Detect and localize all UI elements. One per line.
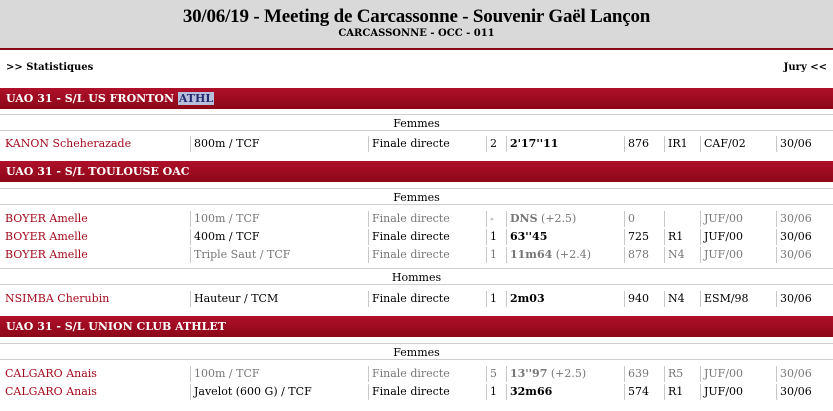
- athlete-link[interactable]: BOYER Amelle: [5, 230, 88, 243]
- category-cell: ESM/98: [700, 291, 776, 307]
- performance-cell: [506, 211, 624, 227]
- event-cell: Triple Saut / TCF: [190, 247, 368, 263]
- performance-value: 2'17''11: [510, 137, 559, 150]
- date-cell: 30/06: [776, 229, 833, 245]
- club-name: UAO 31 - S/L US FRONTON: [6, 92, 178, 105]
- performance-cell: [506, 247, 624, 263]
- date-cell: 30/06: [776, 366, 833, 382]
- round-cell: Finale directe: [368, 366, 486, 382]
- section-label: Femmes: [0, 114, 833, 131]
- club-header: [0, 161, 833, 182]
- category-cell: JUF/00: [700, 211, 776, 227]
- jury-link[interactable]: Jury <<: [783, 62, 827, 73]
- level-cell: R5: [664, 366, 700, 382]
- round-cell: Finale directe: [368, 229, 486, 245]
- points-cell: 940: [624, 291, 664, 307]
- category-cell: CAF/02: [700, 136, 776, 152]
- level-cell: IR1: [664, 136, 700, 152]
- performance-cell: [506, 136, 624, 152]
- level-cell: N4: [664, 291, 700, 307]
- section-label: Hommes: [0, 268, 833, 285]
- athlete-link[interactable]: BOYER Amelle: [5, 248, 88, 261]
- club-name-highlight: ATHL: [178, 92, 214, 105]
- place-cell: 1: [486, 384, 506, 400]
- points-cell: 878: [624, 247, 664, 263]
- points-cell: 725: [624, 229, 664, 245]
- place-cell: 1: [486, 247, 506, 263]
- round-cell: Finale directe: [368, 384, 486, 400]
- performance-cell: [506, 384, 624, 400]
- performance-value: 32m66: [510, 385, 553, 398]
- athlete-link[interactable]: KANON Scheherazade: [5, 137, 132, 150]
- place-cell: 1: [486, 291, 506, 307]
- points-cell: 574: [624, 384, 664, 400]
- level-cell: R1: [664, 384, 700, 400]
- round-cell: Finale directe: [368, 136, 486, 152]
- event-cell: 400m / TCF: [190, 229, 368, 245]
- club-header: [0, 88, 833, 109]
- meeting-location: CARCASSONNE - OCC - 011: [338, 28, 495, 39]
- result-row: [0, 210, 833, 228]
- points-cell: 0: [624, 211, 664, 227]
- result-row: [0, 290, 833, 308]
- place-cell: 5: [486, 366, 506, 382]
- athlete-link[interactable]: NSIMBA Cherubin: [5, 292, 110, 305]
- meeting-header: [0, 0, 833, 50]
- section-label: Femmes: [0, 343, 833, 360]
- event-cell: 800m / TCF: [190, 136, 368, 152]
- performance-cell: [506, 229, 624, 245]
- club-header: [0, 316, 833, 337]
- date-cell: 30/06: [776, 136, 833, 152]
- result-row: [0, 365, 833, 383]
- event-cell: 100m / TCF: [190, 366, 368, 382]
- statistiques-link[interactable]: >> Statistiques: [6, 62, 94, 73]
- club-name: UAO 31 - S/L TOULOUSE OAC: [6, 165, 190, 178]
- wind-value: (+2.5): [541, 212, 577, 225]
- category-cell: JUF/00: [700, 247, 776, 263]
- points-cell: 639: [624, 366, 664, 382]
- meeting-title: 30/06/19 - Meeting de Carcassonne - Souvenir Gaël Lançon: [182, 6, 651, 27]
- round-cell: Finale directe: [368, 211, 486, 227]
- performance-value: DNS: [510, 212, 538, 225]
- athlete-link[interactable]: CALGARO Anais: [5, 385, 97, 398]
- result-row: [0, 246, 833, 264]
- performance-cell: [506, 291, 624, 307]
- place-cell: -: [486, 211, 506, 227]
- result-row: [0, 383, 833, 401]
- round-cell: Finale directe: [368, 247, 486, 263]
- event-cell: 100m / TCF: [190, 211, 368, 227]
- performance-cell: [506, 366, 624, 382]
- date-cell: 30/06: [776, 247, 833, 263]
- athlete-link[interactable]: BOYER Amelle: [5, 212, 88, 225]
- result-row: [0, 135, 833, 153]
- date-cell: 30/06: [776, 291, 833, 307]
- level-cell: R1: [664, 229, 700, 245]
- wind-value: (+2.4): [555, 248, 592, 261]
- round-cell: Finale directe: [368, 291, 486, 307]
- result-row: [0, 228, 833, 246]
- level-cell: N4: [664, 247, 700, 263]
- date-cell: 30/06: [776, 211, 833, 227]
- category-cell: JUF/00: [700, 366, 776, 382]
- level-cell: [664, 211, 700, 227]
- category-cell: JUF/00: [700, 229, 776, 245]
- points-cell: 876: [624, 136, 664, 152]
- date-cell: 30/06: [776, 384, 833, 400]
- place-cell: 2: [486, 136, 506, 152]
- athlete-link[interactable]: CALGARO Anais: [5, 367, 97, 380]
- nav-bar: [0, 58, 833, 78]
- performance-value: 63''45: [510, 230, 548, 243]
- wind-value: (+2.5): [550, 367, 587, 380]
- performance-value: 11m64: [510, 248, 553, 261]
- category-cell: JUF/00: [700, 384, 776, 400]
- section-label: Femmes: [0, 188, 833, 205]
- place-cell: 1: [486, 229, 506, 245]
- performance-value: 2m03: [510, 292, 545, 305]
- performance-value: 13''97: [510, 367, 548, 380]
- club-name: UAO 31 - S/L UNION CLUB ATHLET: [6, 320, 226, 333]
- event-cell: Javelot (600 G) / TCF: [190, 384, 368, 400]
- event-cell: Hauteur / TCM: [190, 291, 368, 307]
